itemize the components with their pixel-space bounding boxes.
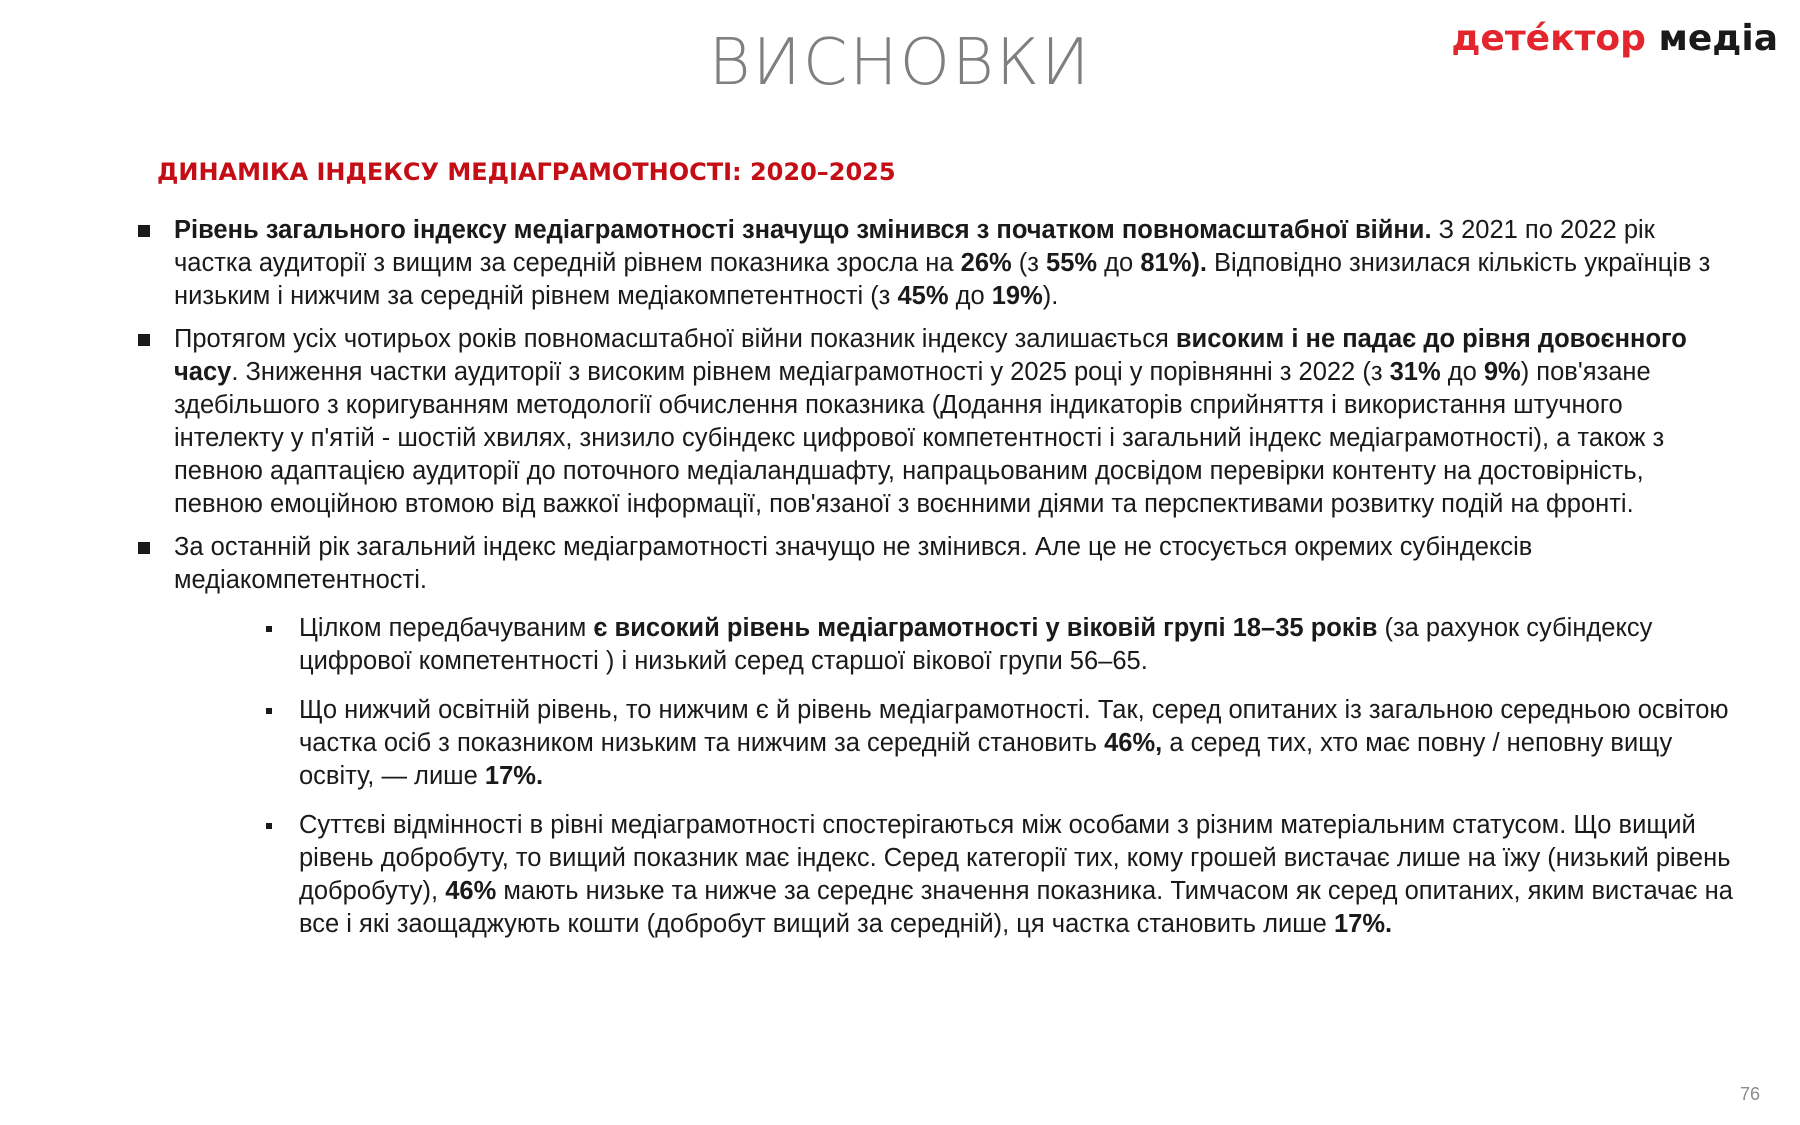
section-heading: ДИНАМІКА ІНДЕКСУ МЕДІАГРАМОТНОСТІ: 2020–2025 xyxy=(157,158,896,186)
small-square-bullet-icon xyxy=(266,626,272,632)
sub-3-bold-1: 46% xyxy=(445,877,497,905)
sub-2-bold-1: 46%, xyxy=(1104,729,1163,757)
bullet-1-bold-1: Рівень загального індексу медіаграмотності значущо змінився з початком повномасштабної війни. xyxy=(174,216,1432,244)
bullet-2-text-3: до xyxy=(1440,358,1484,386)
sub-bullet-item-2 xyxy=(138,694,1738,793)
square-bullet-icon xyxy=(138,542,150,554)
bullet-2-bold-2: 31% xyxy=(1389,358,1441,386)
bullet-1-bold-3: 55% xyxy=(1046,249,1098,277)
square-bullet-icon xyxy=(138,225,150,237)
bullet-1-bold-5: 45% xyxy=(897,282,949,310)
bullet-1-bold-6: 19% xyxy=(991,282,1043,310)
bullet-2-text-2: . Зниження частки аудиторії з високим рівнем медіаграмотності у 2025 році у порівнянні з 2022 (з xyxy=(231,358,1390,386)
bullet-item-2 xyxy=(138,323,1738,521)
sub-2-text-2: а серед тих, хто має повну / неповну вищу освіту, — лише xyxy=(299,729,1673,790)
sub-1-text-2: (за рахунок субіндексу цифрової компетентності ) і низький серед старшої вікової групи 56–65. xyxy=(299,614,1653,675)
bullet-2-bold-3: 9% xyxy=(1483,358,1521,386)
bullet-1-text-3: до xyxy=(1097,249,1141,277)
bullet-item-3 xyxy=(138,531,1738,597)
sub-bullet-item-1 xyxy=(138,612,1738,678)
bullet-item-1 xyxy=(138,214,1738,313)
bullet-1-text-4: Відповідно знизилася кількість українців з низьким і нижчим за середній рівнем медіакомпетентності (з xyxy=(174,249,1711,310)
bullet-1-text-2: (з xyxy=(1011,249,1047,277)
detector-media-logo xyxy=(1451,18,1778,59)
small-square-bullet-icon xyxy=(266,823,272,829)
sub-bullet-item-3 xyxy=(138,809,1738,941)
bullet-3-text-1: За останній рік загальний індекс медіаграмотності значущо не змінився. Але це не стосується окремих субіндексів медіакомпетентності. xyxy=(174,533,1533,594)
bullet-2-text-4: ) пов'язане здебільшого з коригуванням методології обчислення показника (Додання індикаторів сприйняття і використання штучного інтелекту у п'ятій - шостій хвилях, знизило субіндекс цифрової компетентності і загальний індекс медіаграмотності), а також з певною адаптацією аудиторії до поточного медіаландшафту, напрацьованим досвідом перевірки контенту на достовірність, певною емоційною втомою від важкої інформації, пов'язаної з воєнними діями та перспективами розвитку подій на фронті. xyxy=(174,358,1665,518)
sub-3-bold-2: 17%. xyxy=(1333,910,1393,938)
sub-2-bold-2: 17%. xyxy=(484,762,544,790)
bullet-2-bold-1: високим і не падає до рівня довоєнного часу xyxy=(174,325,1687,386)
small-square-bullet-icon xyxy=(266,708,272,714)
sub-1-text-1: Цілком передбачуваним xyxy=(299,614,594,642)
sub-3-text-1: Суттєві відмінності в рівні медіаграмотності спостерігаються між особами з різним матеріальним статусом. Що вищий рівень добробуту, то вищий показник має індекс. Серед категорії тих, кому грошей вистачає лише на їжу (низький рівень добробуту), xyxy=(299,811,1731,905)
bullet-1-text-1: З 2021 по 2022 рік частка аудиторії з вищим за середній рівнем показника зросла на xyxy=(174,216,1655,277)
logo-part-dark: медіа xyxy=(1645,18,1778,59)
bullet-2-text-1: Протягом усіх чотирьох років повномасштабної війни показник індексу залишається xyxy=(174,325,1176,353)
square-bullet-icon xyxy=(138,334,150,346)
sub-3-text-2: мають низьке та нижче за середнє значення показника. Тимчасом як серед опитаних, яким вистачає на все і які заощаджують кошти (добробут вищий за середній), ця частка становить лише xyxy=(299,877,1733,938)
bullet-1-bold-2: 26% xyxy=(960,249,1012,277)
logo-part-red: детéктор xyxy=(1451,18,1646,59)
page-title: ВИСНОВКИ xyxy=(708,26,1092,100)
sub-1-bold-1: є високий рівень медіаграмотності у віковій групі 18–35 років xyxy=(593,614,1378,642)
bullet-1-bold-4: 81%). xyxy=(1140,249,1207,277)
sub-2-text-1: Що нижчий освітній рівень, то нижчим є й рівень медіаграмотності. Так, серед опитаних із загальною середньою освітою частка осіб з показником низьким та нижчим за середній становить xyxy=(299,696,1729,757)
conclusions-list xyxy=(138,214,1738,941)
bullet-1-text-6: ). xyxy=(1042,282,1059,310)
page-number: 76 xyxy=(1739,1084,1760,1104)
bullet-1-text-5: до xyxy=(948,282,992,310)
